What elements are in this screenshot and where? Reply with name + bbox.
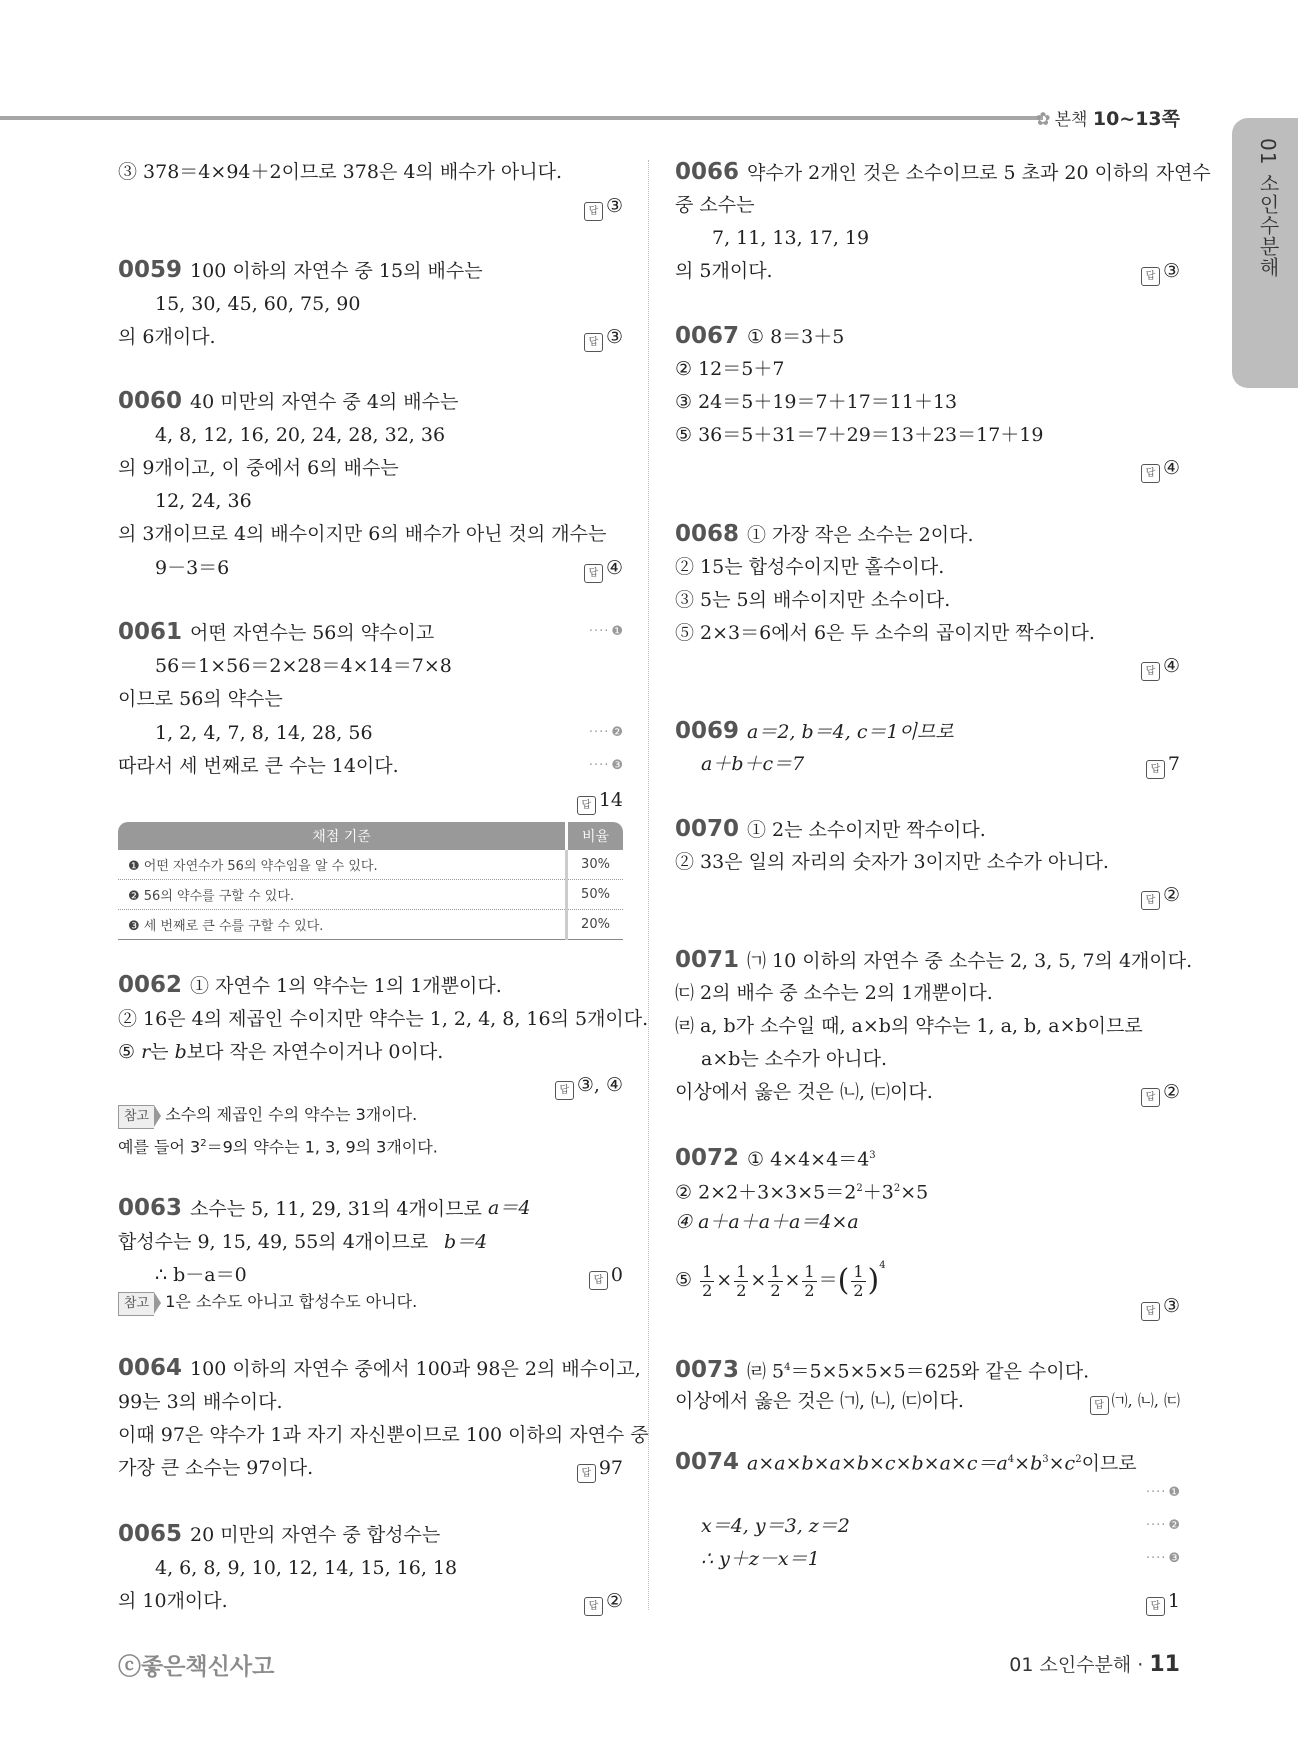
solution-text: ① 가장 작은 소수는 2이다.	[747, 524, 974, 546]
problem-number: 0068	[675, 521, 740, 547]
solution-line: 이상에서 옳은 것은 ㈁, ㈂이다.	[675, 1081, 933, 1103]
solution-text: ㈃ 5	[747, 1360, 785, 1383]
answer-mark-icon: 답	[584, 202, 603, 221]
note-text: ＝9의 약수는 1, 3, 9의 3개이다.	[206, 1137, 438, 1157]
answer-mark-icon: 답	[1090, 1396, 1109, 1415]
solution-line: 중 소수는	[675, 194, 755, 216]
solution-line: ㈂ 2의 배수 중 소수는 2의 1개뿐이다.	[675, 982, 993, 1004]
grading-row	[118, 880, 623, 910]
right-paren: )	[867, 1263, 880, 1298]
problem-0070	[675, 817, 986, 842]
solution-line: 이상에서 옳은 것은 ㈀, ㈁, ㈂이다.	[675, 1390, 964, 1412]
solution-line: 의 5개이다.	[675, 260, 773, 282]
solution-text: 100 이하의 자연수 중에서 100과 98은 2의 배수이고,	[190, 1358, 641, 1380]
solution-equation: 56＝1×56＝2×28＝4×14＝7×8	[155, 655, 452, 677]
answer	[1146, 752, 1180, 779]
text-part: ② 2×2＋3×3×5＝2	[675, 1181, 857, 1204]
fraction	[768, 1263, 782, 1300]
grading-criteria: ❸ 세 번째로 큰 수를 구할 수 있다.	[118, 910, 567, 940]
problem-0066	[675, 160, 1211, 185]
solution-text: ×b	[1014, 1452, 1043, 1475]
answer	[589, 1263, 623, 1290]
answer	[1141, 654, 1180, 681]
answer-mark-icon: 답	[1141, 891, 1160, 910]
variable: r	[141, 1041, 151, 1063]
book-label: 본책	[1054, 110, 1088, 130]
step-dots: ····	[1145, 1551, 1167, 1566]
problem-0061	[118, 620, 434, 645]
exponent: 3	[1042, 1454, 1049, 1465]
fraction	[851, 1263, 865, 1300]
chapter-tab[interactable]	[1232, 118, 1298, 388]
problem-0072	[675, 1144, 876, 1171]
answer-value: ③	[1162, 260, 1180, 282]
denominator: 2	[736, 1280, 747, 1300]
answer	[584, 1589, 623, 1616]
answer-mark-icon: 답	[555, 1081, 574, 1100]
solution-text: a×a×b×a×b×c×b×a×c＝a	[747, 1452, 1008, 1475]
answer-value: ③, ④	[576, 1074, 623, 1096]
answer-value: 1	[1167, 1590, 1180, 1612]
exponent: 2	[893, 1183, 901, 1194]
step-marker	[589, 754, 623, 778]
problem-0067	[675, 324, 844, 349]
denominator: 2	[770, 1280, 781, 1300]
step-dots: ····	[588, 758, 610, 773]
problem-0062	[118, 973, 502, 998]
solution-result: a＝4	[488, 1197, 531, 1219]
solution-line: ② 12＝5＋7	[675, 358, 785, 380]
grading-row	[118, 910, 623, 940]
numerator: 1	[702, 1261, 713, 1281]
solution-text: ×c	[1048, 1452, 1076, 1475]
solution-line: 의 3개이므로 4의 배수이지만 6의 배수가 아닌 것의 개수는	[118, 523, 607, 545]
problem-number: 0064	[118, 1355, 183, 1381]
problem-0059	[118, 258, 483, 283]
solution-text: a＝2, b＝4, c＝1이므로	[747, 721, 954, 743]
solution-line: ㈃ a, b가 소수일 때, a×b의 약수는 1, a, b, a×b이므로	[675, 1015, 1143, 1037]
step-dots: ····	[588, 624, 610, 639]
solution-list: 4, 8, 12, 16, 20, 24, 28, 32, 36	[155, 424, 446, 446]
answer-mark-icon: 답	[1146, 760, 1165, 779]
fraction	[734, 1263, 748, 1300]
solution-result: b＝4	[444, 1231, 488, 1253]
numerator: 1	[736, 1261, 747, 1281]
problem-0071	[675, 948, 1192, 973]
answer-mark-icon: 답	[589, 1271, 608, 1290]
solution-calc: ∴ y＋z－x＝1	[701, 1548, 820, 1570]
solution-text: ① 2는 소수이지만 짝수이다.	[747, 819, 986, 841]
problem-number: 0072	[675, 1145, 740, 1172]
step-marker	[589, 620, 623, 644]
answer-mark-icon: 답	[1141, 464, 1160, 483]
footer-chapter: 01 소인수분해 ·	[1009, 1654, 1150, 1676]
answer	[1146, 1589, 1180, 1616]
note-tag: 참고	[118, 1292, 154, 1316]
answer-value: 97	[598, 1457, 623, 1479]
answer	[577, 788, 623, 815]
fraction	[802, 1263, 816, 1300]
answer-mark-icon: 답	[584, 1597, 603, 1616]
solution-text: ① 4×4×4＝4	[747, 1148, 870, 1171]
grading-ratio: 30%	[567, 850, 624, 880]
problem-0074	[675, 1448, 1137, 1475]
solution-line: 따라서 세 번째로 큰 수는 14이다.	[118, 755, 399, 777]
note-text: 1은 소수도 아니고 합성수도 아니다.	[165, 1292, 418, 1311]
solution-text: 20 미만의 자연수 중 합성수는	[190, 1524, 441, 1546]
denominator: 2	[853, 1280, 864, 1300]
note-text: 소수의 제곱인 수의 약수는 3개이다.	[165, 1105, 418, 1124]
answer-mark-icon: 답	[577, 796, 596, 815]
answer-mark-icon: 답	[577, 1464, 596, 1483]
problem-0073	[675, 1356, 1089, 1383]
solution-text: ① 8＝3＋5	[747, 326, 845, 348]
solution-line	[675, 1177, 928, 1204]
note-line	[118, 1133, 438, 1158]
solution-text: ㈀ 10 이하의 자연수 중 소수는 2, 3, 5, 7의 4개이다.	[747, 950, 1193, 972]
solution-line: ② 15는 합성수이지만 홀수이다.	[675, 556, 945, 578]
step-number: ❶	[1168, 1485, 1180, 1500]
exponent: 2	[200, 1138, 207, 1149]
variable: b	[174, 1041, 187, 1063]
exponent: 3	[869, 1150, 876, 1161]
answer-mark-icon: 답	[584, 333, 603, 352]
chapter-tab-label: 01 소인수분해	[1256, 138, 1280, 278]
solution-text: 40 미만의 자연수 중 4의 배수는	[190, 391, 459, 413]
exponent: 2	[1075, 1454, 1082, 1465]
solution-list: 7, 11, 13, 17, 19	[712, 227, 870, 249]
text-part: ＋3	[862, 1181, 894, 1204]
choice-number: ⑤	[118, 1041, 142, 1063]
problem-number: 0071	[675, 947, 740, 973]
answer-mark-icon: 답	[1141, 662, 1160, 681]
solution-list: 1, 2, 4, 7, 8, 14, 28, 56	[155, 722, 373, 744]
fraction-expression: ⑤ $\frac{1}{2}$ × $\frac{1}{2}$ × $\frac{1}{2}$ × $\frac{1}{2}$ ＝( $\frac{1}{2}$ )$^4$	[675, 1260, 886, 1300]
note	[118, 1291, 417, 1316]
problem-number: 0062	[118, 972, 183, 998]
exponent: 4	[1007, 1454, 1015, 1465]
step-marker	[589, 721, 623, 745]
note	[118, 1104, 417, 1129]
problem-0064	[118, 1356, 641, 1381]
note-text: 예를 들어 3	[118, 1137, 201, 1157]
problem-0065	[118, 1522, 440, 1547]
left-paren: (	[837, 1263, 850, 1298]
answer	[1141, 883, 1180, 910]
solution-text: ① 자연수 1의 약수는 1의 1개뿐이다.	[190, 975, 502, 997]
answer	[1141, 456, 1180, 483]
solution-calc: a＋b＋c＝7	[701, 753, 805, 775]
problem-0068	[675, 522, 974, 547]
problem-number: 0070	[675, 816, 740, 842]
header-rule	[0, 116, 1043, 120]
answer-value: ③	[605, 326, 623, 348]
text-part: 는	[150, 1041, 175, 1063]
page-range-value: 10~13쪽	[1092, 108, 1180, 130]
step-number: ❸	[1168, 1551, 1180, 1566]
answer	[577, 1456, 623, 1483]
step-marker	[1146, 1514, 1180, 1538]
answer-value: ③	[1162, 1295, 1180, 1317]
answer	[584, 194, 623, 221]
page-number: 11	[1149, 1652, 1180, 1677]
page-range	[1035, 104, 1180, 131]
solution-text: 약수가 2개인 것은 소수이므로 5 초과 20 이하의 자연수	[747, 162, 1211, 184]
answer-value: ④	[1162, 655, 1180, 677]
exponent: 2	[856, 1183, 863, 1194]
denominator: 2	[702, 1280, 713, 1300]
numerator: 1	[770, 1261, 781, 1281]
exponent: 4	[879, 1260, 886, 1271]
answer	[584, 325, 623, 352]
problem-0069	[675, 719, 954, 744]
solution-calc: 9－3＝6	[155, 557, 230, 579]
solution-text: 이므로	[1081, 1452, 1137, 1475]
flower-icon: ✿	[1035, 109, 1051, 130]
answer-mark-icon: 답	[1141, 267, 1160, 286]
answer-value: ③	[605, 195, 623, 217]
page-footer	[1009, 1650, 1180, 1677]
solution-text: 소수는 5, 11, 29, 31의 4개이므로	[190, 1198, 482, 1220]
solution-text: 어떤 자연수는 56의 약수이고	[190, 622, 435, 644]
grading-header-criteria: 채점 기준	[118, 822, 567, 850]
problem-number: 0065	[118, 1521, 183, 1547]
choice-number: ⑤	[675, 1269, 693, 1291]
solution-line: 99는 3의 배수이다.	[118, 1391, 283, 1413]
answer	[1141, 1080, 1180, 1107]
answer	[555, 1073, 623, 1100]
problem-number: 0074	[675, 1449, 740, 1476]
answer-value: ②	[1162, 884, 1180, 906]
solution-line: 의 10개이다.	[118, 1590, 228, 1612]
problem-number: 0069	[675, 718, 740, 744]
solution-line: a×b는 소수가 아니다.	[701, 1048, 888, 1070]
note-tag: 참고	[118, 1105, 154, 1129]
solution-line: ③ 24＝5＋19＝7＋17＝11＋13	[675, 391, 958, 413]
answer-value: 0	[610, 1264, 623, 1286]
grading-header-ratio: 비율	[567, 822, 624, 850]
problem-number: 0061	[118, 619, 183, 645]
publisher-logo: ⓒ좋은책신사고	[118, 1654, 275, 1680]
exponent: 4	[784, 1362, 791, 1373]
problem-number: 0059	[118, 257, 183, 283]
step-number: ❸	[611, 758, 623, 773]
solution-line	[118, 1040, 443, 1064]
answer	[1141, 1294, 1180, 1321]
answer	[1090, 1389, 1180, 1415]
grading-ratio: 20%	[567, 910, 624, 940]
column-divider	[648, 160, 649, 1610]
step-number: ❷	[1168, 1518, 1180, 1533]
answer-mark-icon: 답	[1146, 1597, 1165, 1616]
answer-value: ④	[605, 557, 623, 579]
problem-number: 0063	[118, 1195, 183, 1221]
answer-value: ②	[1162, 1081, 1180, 1103]
solution-line: 합성수는 9, 15, 49, 55의 4개이므로	[118, 1231, 429, 1253]
grading-criteria: ❷ 56의 약수를 구할 수 있다.	[118, 880, 567, 910]
numerator: 1	[804, 1261, 815, 1281]
problem-0063	[118, 1196, 482, 1221]
text-part: ×5	[900, 1181, 929, 1204]
solution-line: ⑤ 36＝5＋31＝7＋29＝13＋23＝17＋19	[675, 424, 1044, 446]
problem-0060	[118, 389, 458, 414]
answer-mark-icon: 답	[584, 564, 603, 583]
solution-text: 100 이하의 자연수 중 15의 배수는	[190, 260, 483, 282]
solution-line: ③ 378＝4×94＋2이므로 378은 4의 배수가 아니다.	[118, 161, 563, 183]
answer-value: ④	[1162, 457, 1180, 479]
solution-list: 4, 6, 8, 9, 10, 12, 14, 15, 16, 18	[155, 1557, 458, 1579]
grading-row	[118, 850, 623, 880]
problem-number: 0067	[675, 323, 740, 349]
answer	[584, 556, 623, 583]
problem-number: 0060	[118, 388, 183, 414]
solution-line: ③ 5는 5의 배수이지만 소수이다.	[675, 589, 951, 611]
solution-calc: ∴ b－a＝0	[155, 1264, 247, 1286]
answer	[1141, 259, 1180, 286]
answer-value: ②	[605, 1590, 623, 1612]
numerator: 1	[853, 1261, 864, 1281]
problem-number: 0073	[675, 1357, 740, 1384]
solution-list: 15, 30, 45, 60, 75, 90	[155, 293, 361, 315]
step-marker	[1146, 1547, 1180, 1571]
solution-line: 의 9개이고, 이 중에서 6의 배수는	[118, 457, 399, 479]
solution-text: ＝5×5×5×5＝625와 같은 수이다.	[790, 1360, 1090, 1383]
solution-line: 이때 97은 약수가 1과 자기 자신뿐이므로 100 이하의 자연수 중	[118, 1424, 649, 1446]
solution-calc: x＝4, y＝3, z＝2	[701, 1515, 850, 1537]
grading-ratio: 50%	[567, 880, 624, 910]
step-marker	[1146, 1481, 1180, 1505]
answer-value: 14	[598, 789, 623, 811]
solution-list: 12, 24, 36	[155, 490, 252, 512]
fraction	[700, 1263, 714, 1300]
solution-line: 이므로 56의 약수는	[118, 688, 283, 710]
denominator: 2	[804, 1280, 815, 1300]
solution-line: 의 6개이다.	[118, 326, 216, 348]
answer-mark-icon: 답	[1141, 1088, 1160, 1107]
grading-header-row	[118, 822, 623, 850]
answer-mark-icon: 답	[1141, 1302, 1160, 1321]
text-part: 보다 작은 자연수이거나 0이다.	[186, 1041, 444, 1063]
step-dots: ····	[1145, 1518, 1167, 1533]
solution-line: ④ a＋a＋a＋a＝4×a	[675, 1211, 859, 1233]
solution-line: ② 16은 4의 제곱인 수이지만 약수는 1, 2, 4, 8, 16의 5개이다.	[118, 1008, 649, 1030]
solution-line: 가장 큰 소수는 97이다.	[118, 1457, 314, 1479]
step-number: ❷	[611, 725, 623, 740]
step-dots: ····	[1145, 1485, 1167, 1500]
answer-value: ㈀, ㈁, ㈂	[1111, 1391, 1180, 1410]
problem-number: 0066	[675, 159, 740, 185]
grading-criteria: ❶ 어떤 자연수가 56의 약수임을 알 수 있다.	[118, 850, 567, 880]
grading-table	[118, 822, 623, 940]
solution-line: ⑤ 2×3＝6에서 6은 두 소수의 곱이지만 짝수이다.	[675, 622, 1095, 644]
step-number: ❶	[611, 624, 623, 639]
solution-line: ② 33은 일의 자리의 숫자가 3이지만 소수가 아니다.	[675, 851, 1109, 873]
step-dots: ····	[588, 725, 610, 740]
answer-value: 7	[1167, 753, 1180, 775]
